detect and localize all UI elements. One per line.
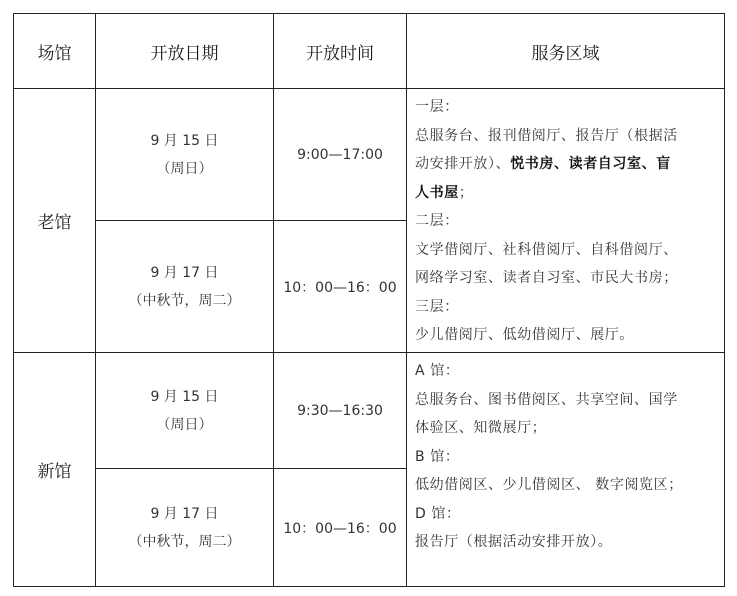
weekday-text: （周日） <box>156 160 213 177</box>
date-text: 9 月 17 日 <box>150 264 219 281</box>
hall-text: 体验区、知微展厅； <box>415 420 547 436</box>
date-text: 9 月 15 日 <box>150 132 219 149</box>
hall-text: 低幼借阅区、少儿借阅区、 数字阅览区； <box>415 477 683 493</box>
venue-new: 新馆 <box>14 353 96 587</box>
floor-title: 一层： <box>415 99 459 115</box>
hall-text: 总服务台、图书借阅区、共享空间、国学 <box>415 391 678 408</box>
header-row <box>14 14 725 89</box>
header-time: 开放时间 <box>274 14 407 89</box>
date-text: 9 月 17 日 <box>150 505 219 522</box>
header-venue: 场馆 <box>14 14 96 89</box>
floor-title: 三层： <box>415 298 459 315</box>
weekday-text: （中秋节，周二） <box>128 292 241 309</box>
table-row <box>14 89 725 221</box>
service-area-old <box>407 89 725 353</box>
date-text: 9 月 15 日 <box>150 388 219 405</box>
service-area-new <box>407 353 725 587</box>
floor-text: 文学借阅厅、社科借阅厅、自科借阅厅、 <box>415 241 678 258</box>
floor-text-bold: 悦书房、读者自习室、盲 <box>510 156 671 172</box>
floor-text <box>415 150 720 179</box>
date-cell <box>96 353 274 469</box>
date-cell <box>96 89 274 221</box>
time-cell: 10：00—16：00 <box>274 469 407 587</box>
floor-text-part: 动安排开放）、 <box>415 156 511 172</box>
time-cell: 9:30—16:30 <box>274 353 407 469</box>
floor-text: 网络学习室、读者自习室、市民大书房； <box>415 270 678 286</box>
time-cell: 10：00—16：00 <box>274 221 407 353</box>
floor-text-bold: 人书屋 <box>415 184 459 201</box>
floor-text: 总服务台、报刊借阅厅、报告厅（根据活 <box>415 127 678 144</box>
venue-old: 老馆 <box>14 89 96 353</box>
hall-title: A 馆： <box>415 363 460 379</box>
weekday-text: （周日） <box>156 416 213 433</box>
time-cell: 9:00—17:00 <box>274 89 407 221</box>
opening-hours-table <box>13 13 725 587</box>
header-date: 开放日期 <box>96 14 274 89</box>
header-area: 服务区域 <box>407 14 725 89</box>
date-cell <box>96 221 274 353</box>
weekday-text: （中秋节，周二） <box>128 533 241 550</box>
floor-text <box>415 179 720 208</box>
date-cell <box>96 469 274 587</box>
floor-title: 二层： <box>415 213 459 229</box>
floor-text: 少儿借阅厅、低幼借阅厅、展厅。 <box>415 327 634 343</box>
table-row <box>14 353 725 469</box>
hall-title: D 馆： <box>415 505 461 522</box>
hall-title: B 馆： <box>415 448 460 465</box>
hall-text: 报告厅（根据活动安排开放）。 <box>415 534 613 550</box>
floor-text-part: ； <box>458 184 474 201</box>
